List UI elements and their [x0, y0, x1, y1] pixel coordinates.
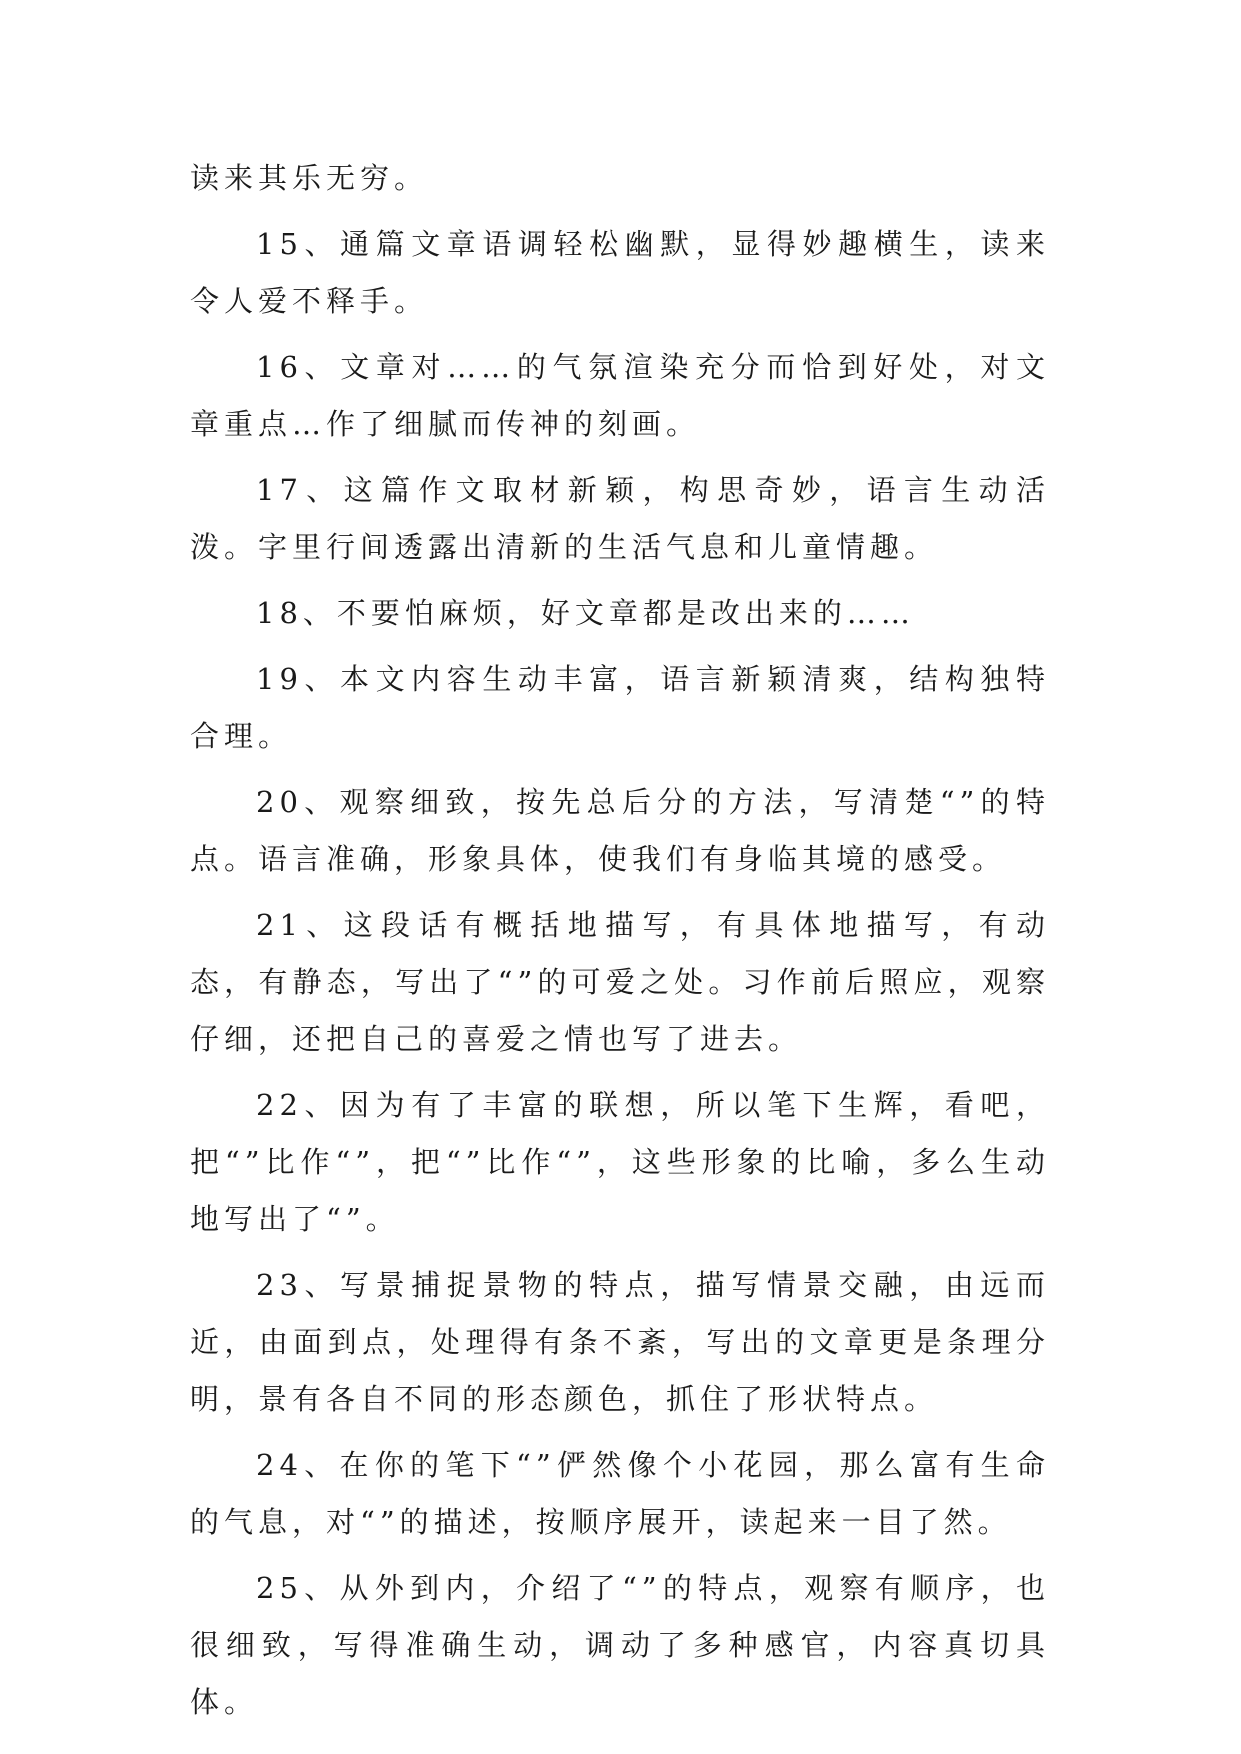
- comment-item-19: 19、本文内容生动丰富，语言新颖清爽，结构独特合理。: [190, 662, 1050, 753]
- comment-item-22: 22、因为有了丰富的联想，所以笔下生辉，看吧，把“”比作“”，把“”比作“”，这些形象的比喻，多么生动地写出了“”。: [190, 1088, 1050, 1236]
- comment-item-21: 21、这段话有概括地描写，有具体地描写，有动态，有静态，写出了“”的可爱之处。习作前后照应，观察仔细，还把自己的喜爱之情也写了进去。: [190, 908, 1050, 1056]
- paragraph-continuation: 读来其乐无穷。: [190, 161, 429, 195]
- comment-item-20: 20、观察细致，按先总后分的方法，写清楚“”的特点。语言准确，形象具体，使我们有身临其境的感受。: [190, 785, 1050, 876]
- document-page: [190, 150, 1050, 1740]
- comment-item-16: 16、文章对……的气氛渲染充分而恰到好处，对文章重点…作了细腻而传神的刻画。: [190, 350, 1050, 441]
- comment-item-23: 23、写景捕捉景物的特点，描写情景交融，由远而近，由面到点，处理得有条不紊，写出的文章更是条理分明，景有各自不同的形态颜色，抓住了形状特点。: [190, 1268, 1050, 1416]
- comment-item-17: 17、这篇作文取材新颖，构思奇妙，语言生动活泼。字里行间透露出清新的生活气息和儿童情趣。: [190, 473, 1050, 564]
- comment-item-18: 18、不要怕麻烦，好文章都是改出来的……: [256, 596, 915, 630]
- comment-item-24: 24、在你的笔下“”俨然像个小花园，那么富有生命的气息，对“”的描述，按顺序展开，读起来一目了然。: [190, 1448, 1050, 1539]
- comment-item-15: 15、通篇文章语调轻松幽默，显得妙趣横生，读来令人爱不释手。: [190, 227, 1050, 318]
- comment-item-25: 25、从外到内，介绍了“”的特点，观察有顺序，也很细致，写得准确生动，调动了多种感官，内容真切具体。: [190, 1571, 1050, 1719]
